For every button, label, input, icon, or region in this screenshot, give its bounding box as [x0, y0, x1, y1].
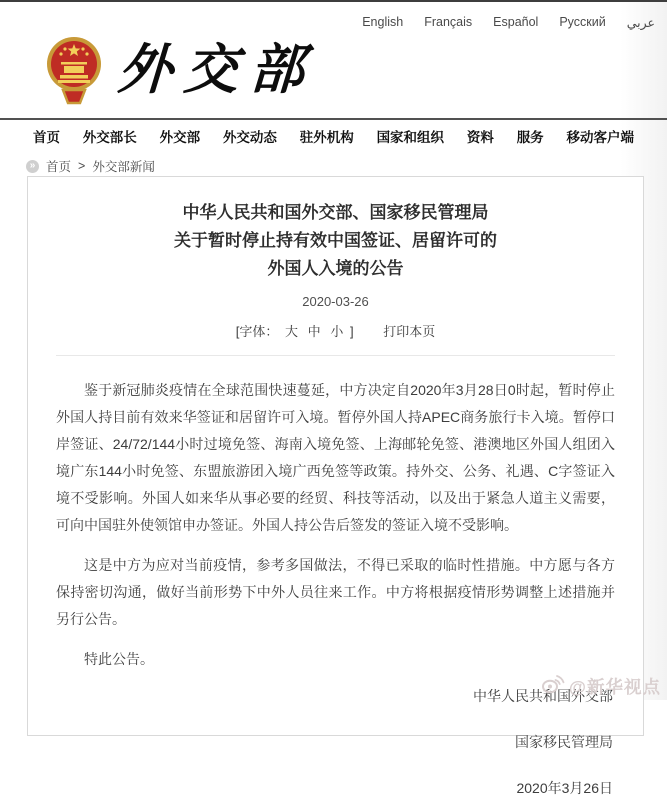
font-size-small-button[interactable]: 小	[330, 324, 344, 339]
site-header	[0, 2, 667, 118]
language-switcher	[362, 15, 655, 30]
article-title-line-2: 关于暂时停止持有效中国签证、居留许可的	[174, 231, 497, 250]
signature-mfa: 中华人民共和国外交部	[473, 688, 613, 704]
article-title-line-1: 中华人民共和国外交部、国家移民管理局	[182, 203, 489, 222]
font-size-label-close: ]	[349, 324, 354, 339]
nav-item-resources[interactable]: 资料	[466, 130, 494, 145]
main-navigation	[0, 118, 667, 151]
nav-item-missions-abroad[interactable]: 驻外机构	[299, 130, 354, 145]
article-paragraph-2: 这是中方为应对当前疫情，参考多国做法，不得已采取的临时性措施。中方愿与各方保持密切沟通，做好当前形势下中外人员往来工作。中方将根据疫情形势调整上述措施并另行公告。	[56, 557, 615, 627]
breadcrumb-arrow-icon: »	[26, 160, 39, 173]
lang-link-english[interactable]: English	[362, 15, 404, 29]
china-national-emblem-icon	[46, 36, 102, 111]
watermark-text: @新华视点	[568, 677, 661, 697]
breadcrumb-home-link[interactable]: 首页	[46, 160, 72, 174]
article-body	[28, 356, 643, 673]
font-size-medium-button[interactable]: 中	[307, 324, 321, 339]
nav-item-home[interactable]: 首页	[33, 130, 60, 145]
article-paragraph-1: 鉴于新冠肺炎疫情在全球范围快速蔓延，中方决定自2020年3月28日0时起，暂时停止外国人持目前有效来华签证和居留许可入境。暂停外国人持APEC商务旅行卡入境。暂停口岸签证、24/72/144小时过境免签、海南入境免签、上海邮轮免签、港澳地区外国人组团入境广东144小时免签、东盟旅游团入境广西免签等政策。持外交、公务、礼遇、C字签证入境不受影响。外国人如来华从事必要的经贸、科技等活动，以及出于紧急人道主义需要，可向中国驻外使领馆申办签证。外国人持公告后签发的签证入境不受影响。	[56, 382, 615, 533]
nav-item-diplomatic-activities[interactable]: 外交动态	[222, 130, 277, 145]
mfa-calligraphy-title: 外交部	[116, 37, 318, 101]
font-size-large-button[interactable]: 大	[285, 324, 299, 339]
nav-item-mobile-client[interactable]: 移动客户端	[566, 130, 634, 145]
lang-link-arabic[interactable]: عربي	[626, 16, 655, 30]
nav-item-countries-orgs[interactable]: 国家和组织	[376, 130, 445, 145]
print-page-button[interactable]: 打印本页	[383, 324, 436, 339]
article-toolbar	[28, 321, 643, 340]
mfa-logo[interactable]	[46, 36, 316, 111]
article-title	[28, 199, 643, 283]
lang-link-spanish[interactable]: Español	[493, 15, 539, 29]
breadcrumb-separator: >	[78, 159, 86, 173]
article-title-line-3: 外国人入境的公告	[267, 259, 404, 278]
lang-link-russian[interactable]: Русский	[559, 15, 606, 29]
nav-item-ministry[interactable]: 外交部	[159, 130, 201, 145]
article-paragraph-3: 特此公告。	[84, 651, 154, 667]
breadcrumb	[0, 151, 667, 175]
lang-link-french[interactable]: Français	[424, 15, 473, 29]
breadcrumb-current: 外交部新闻	[92, 160, 155, 174]
article-signatures	[28, 686, 643, 798]
signature-nia: 国家移民管理局	[515, 734, 613, 750]
article-card	[27, 176, 644, 796]
signature-date: 2020年3月26日	[516, 780, 613, 796]
nav-item-services[interactable]: 服务	[516, 130, 544, 145]
font-size-label: [字体：	[235, 324, 279, 339]
article-date: 2020-03-26	[302, 294, 369, 309]
nav-item-foreign-minister[interactable]: 外交部长	[82, 130, 137, 145]
